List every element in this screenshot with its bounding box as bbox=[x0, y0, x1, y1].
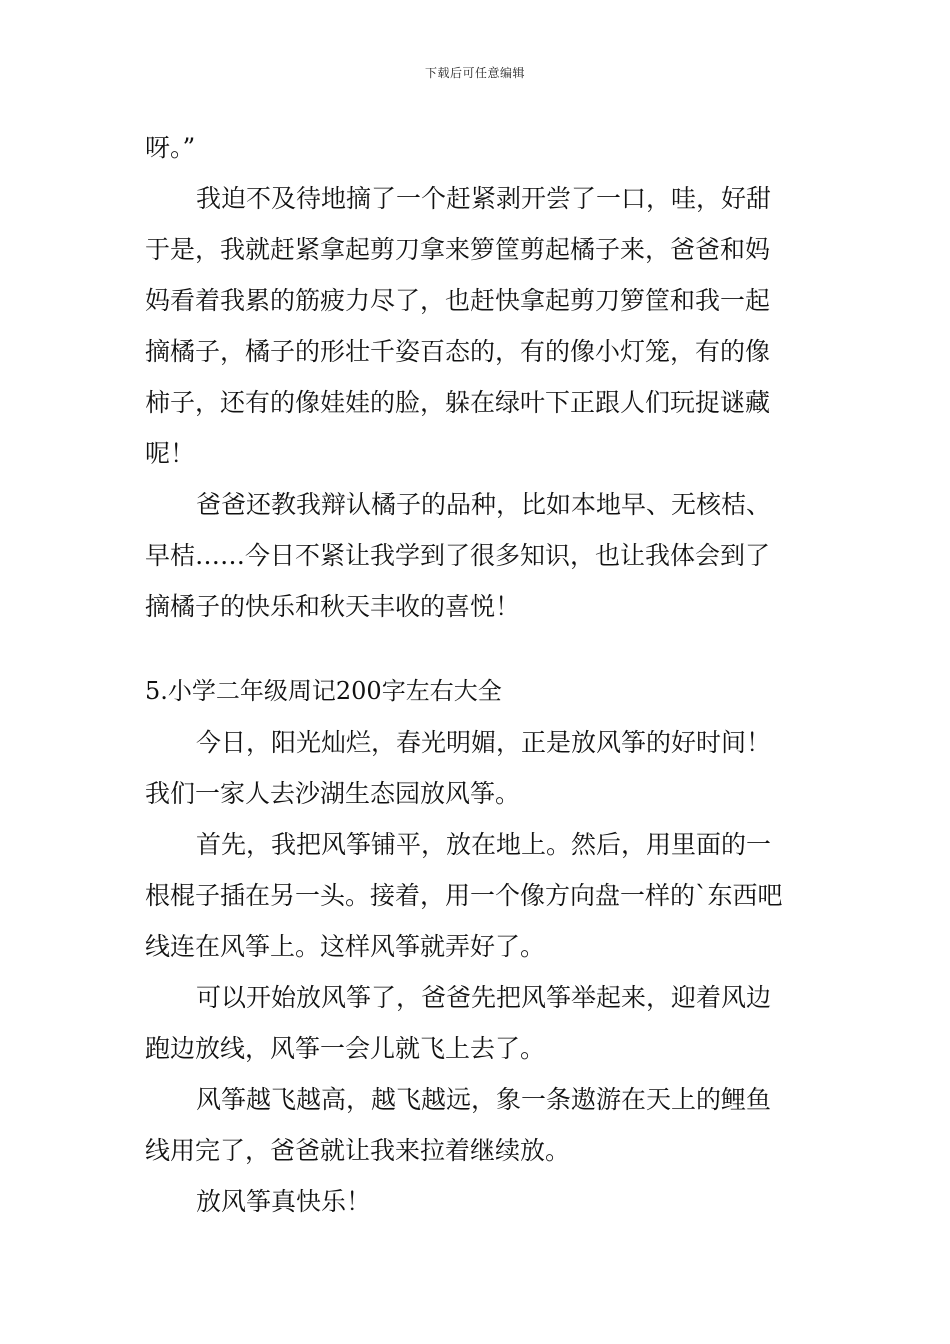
paragraph-line: 放风筝真快乐！ bbox=[196, 1187, 372, 1216]
paragraph-line: 摘橘子的快乐和秋天丰收的喜悦！ bbox=[145, 592, 521, 621]
paragraph-line: 线用完了，爸爸就让我来拉着继续放。 bbox=[145, 1136, 571, 1165]
paragraph-line: 呀。” bbox=[145, 133, 196, 162]
paragraph-line: 我迫不及待地摘了一个赶紧剥开尝了一口，哇，好甜 bbox=[196, 184, 772, 213]
paragraph-line: 早桔……今日不紧让我学到了很多知识，也让我体会到了 bbox=[145, 541, 771, 570]
paragraph-line: 首先，我把风筝铺平，放在地上。然后，用里面的一 bbox=[196, 830, 772, 859]
paragraph-line: 柿子，还有的像娃娃的脸，躲在绿叶下正跟人们玩捉谜藏 bbox=[145, 388, 771, 417]
paragraph-line: 呢！ bbox=[145, 439, 196, 468]
section-spacer bbox=[145, 632, 811, 666]
document-body bbox=[145, 122, 811, 1227]
paragraph-line: 可以开始放风筝了，爸爸先把风筝举起来，迎着风边 bbox=[196, 983, 772, 1012]
paragraph-line: 根棍子插在另一头。接着，用一个像方向盘一样的`东西吧 bbox=[145, 881, 783, 910]
page-header: 下载后可任意编辑 bbox=[424, 66, 525, 80]
paragraph-line: 我们一家人去沙湖生态园放风筝。 bbox=[145, 779, 521, 808]
paragraph-line: 摘橘子，橘子的形壮千姿百态的，有的像小灯笼，有的像 bbox=[145, 337, 771, 366]
section-heading: 5.小学二年级周记200字左右大全 bbox=[145, 677, 502, 705]
paragraph-line: 线连在风筝上。这样风筝就弄好了。 bbox=[145, 932, 546, 961]
paragraph-line: 跑边放线，风筝一会儿就飞上去了。 bbox=[145, 1034, 546, 1063]
paragraph-line: 妈看着我累的筋疲力尽了，也赶快拿起剪刀箩筐和我一起 bbox=[145, 286, 771, 315]
paragraph-line: 爸爸还教我辩认橘子的品种，比如本地早、无核桔、 bbox=[196, 490, 772, 519]
paragraph-line: 风筝越飞越高，越飞越远，象一条遨游在天上的鲤鱼 bbox=[196, 1085, 772, 1114]
paragraph-line: 今日，阳光灿烂，春光明媚，正是放风筝的好时间！ bbox=[196, 728, 772, 757]
paragraph-line: 于是，我就赶紧拿起剪刀拿来箩筐剪起橘子来，爸爸和妈 bbox=[145, 235, 771, 264]
